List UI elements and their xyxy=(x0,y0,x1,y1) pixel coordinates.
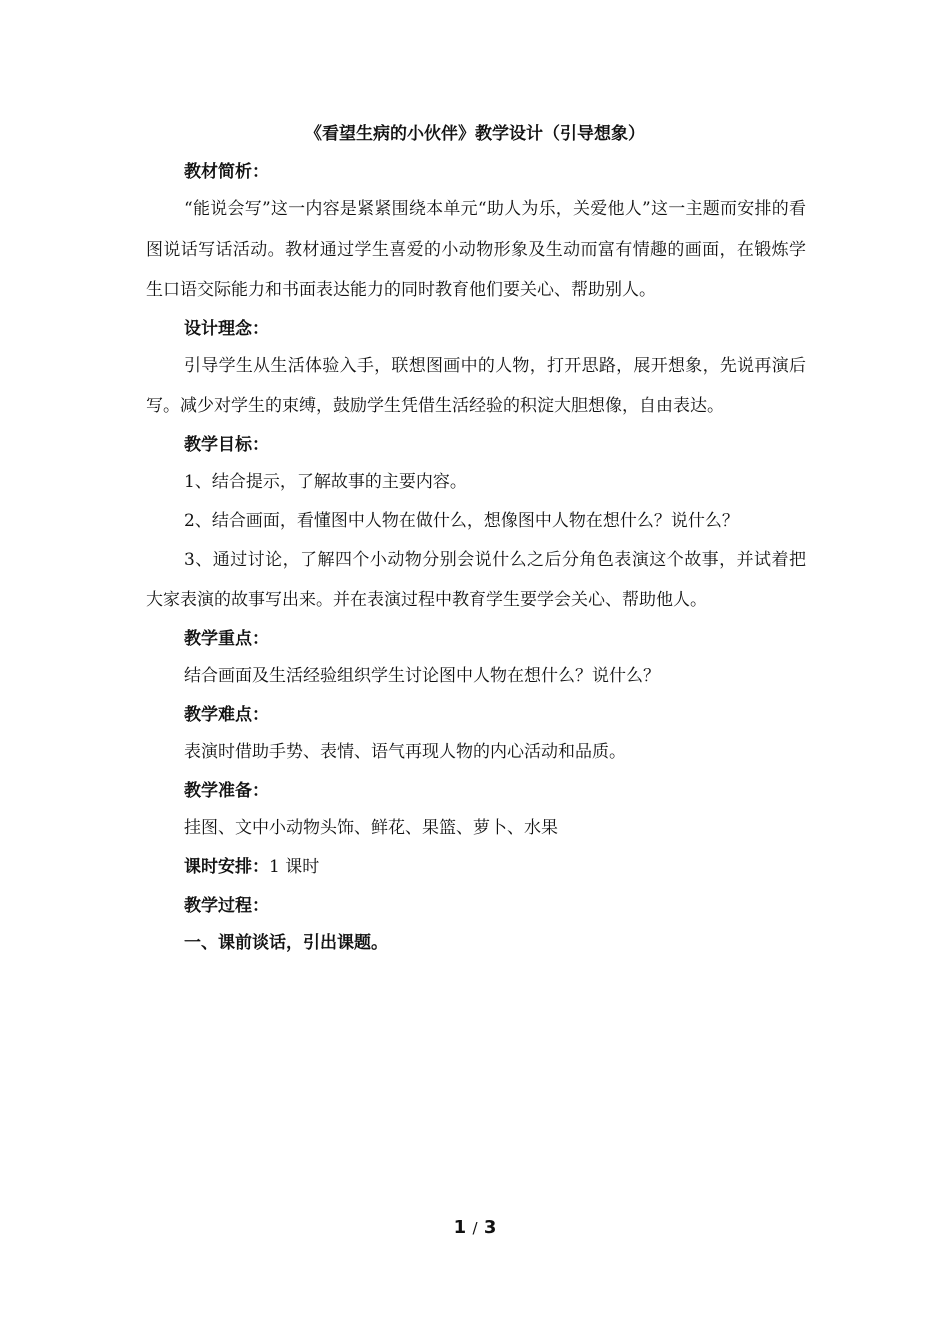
goal-item-3: 3、通过讨论，了解四个小动物分别会说什么之后分角色表演这个故事，并试着把大家表演的故事写出来。并在表演过程中教育学生要学会关心、帮助他人。 xyxy=(146,549,806,610)
section-heading-goals: 教学目标： xyxy=(184,434,269,455)
goal-item-1: 1、结合提示，了解故事的主要内容。 xyxy=(184,471,467,492)
section-text-concept: 引导学生从生活体验入手，联想图画中的人物，打开思路，展开想象，先说再演后写。减少对学生的束缚，鼓励学生凭借生活经验的积淀大胆想像，自由表达。 xyxy=(146,355,806,416)
section-heading-concept: 设计理念： xyxy=(184,318,269,339)
page-separator: / xyxy=(472,1219,478,1237)
section-heading-materials: 教材简析： xyxy=(184,162,269,182)
process-step-1: 一、课前谈话，引出课题。 xyxy=(184,932,388,953)
document-title: 《看望生病的小伙伴》教学设计（引导想象） xyxy=(305,124,645,144)
schedule-label: 课时安排： xyxy=(184,856,269,877)
section-heading-key-points: 教学重点： xyxy=(184,628,269,649)
section-text-materials: “能说会写”这一内容是紧紧围绕本单元“助人为乐，关爱他人”这一主题而安排的看图说话写话活动。教材通过学生喜爱的小动物形象及生动而富有情趣的画面，在锻炼学生口语交际能力和书面表达能力的同时教育他们要关心、帮助别人。 xyxy=(146,199,806,300)
document-body xyxy=(146,160,806,968)
section-heading-process: 教学过程： xyxy=(184,895,269,916)
section-heading-preparation: 教学准备： xyxy=(184,780,269,801)
schedule-line xyxy=(184,855,806,879)
section-heading-difficulties: 教学难点： xyxy=(184,704,269,725)
page-number xyxy=(0,1216,950,1240)
total-pages: 3 xyxy=(483,1217,497,1238)
section-text-key-points: 结合画面及生活经验组织学生讨论图中人物在想什么？说什么？ xyxy=(184,665,660,686)
section-text-preparation: 挂图、文中小动物头饰、鲜花、果篮、萝卜、水果 xyxy=(184,817,558,838)
section-text-difficulties: 表演时借助手势、表情、语气再现人物的内心活动和品质。 xyxy=(184,741,626,762)
current-page: 1 xyxy=(453,1217,467,1238)
schedule-value: 1 课时 xyxy=(269,856,320,877)
goal-item-2: 2、结合画面，看懂图中人物在做什么，想像图中人物在想什么？说什么？ xyxy=(184,510,739,531)
